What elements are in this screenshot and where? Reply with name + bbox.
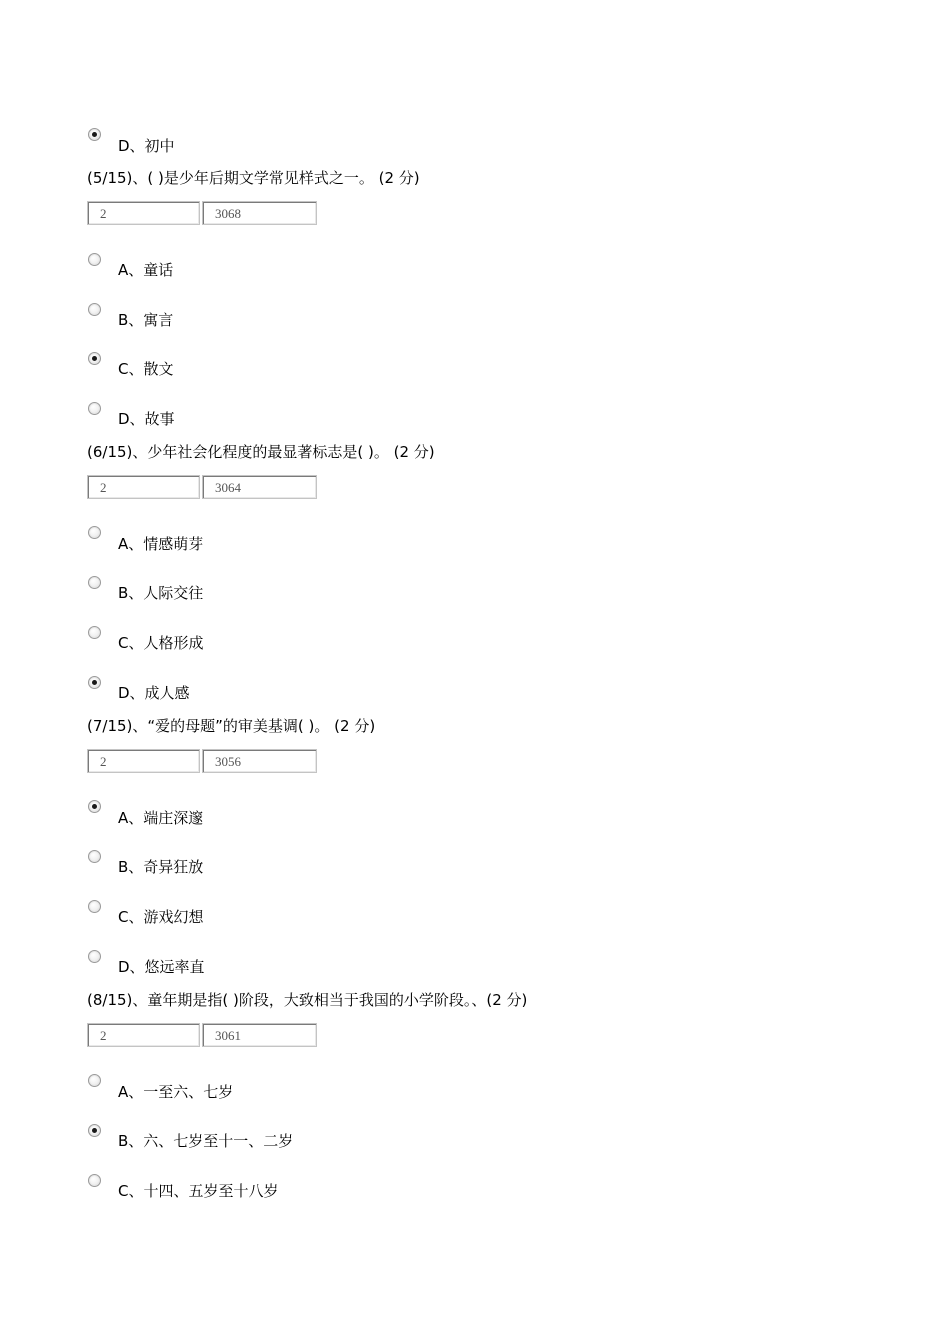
option-label-q8-c: C、十四、五岁至十八岁 (118, 1182, 279, 1200)
radio-q6-c[interactable] (88, 626, 101, 639)
radio-q8-c[interactable] (88, 1174, 101, 1187)
option-label-q5-b: B、寓言 (118, 311, 174, 329)
radio-q8-b[interactable] (88, 1124, 101, 1137)
question-8-text: (8/15)、童年期是指( )阶段，大致相当于我国的小学阶段。、(2 分) (87, 991, 528, 1009)
radio-q5-a[interactable] (88, 253, 101, 266)
option-label-q6-d: D、成人感 (118, 684, 190, 702)
radio-q5-b[interactable] (88, 303, 101, 316)
radio-q7-b[interactable] (88, 850, 101, 863)
option-label-q6-b: B、人际交往 (118, 584, 204, 602)
option-label-q5-d: D、故事 (118, 410, 175, 428)
radio-q6-b[interactable] (88, 576, 101, 589)
option-label-q5-c: C、散文 (118, 360, 174, 378)
question-7-score-field[interactable]: 2 (87, 749, 200, 773)
question-8-score-field[interactable]: 2 (87, 1023, 200, 1047)
radio-q6-d[interactable] (88, 676, 101, 689)
radio-q7-d[interactable] (88, 950, 101, 963)
option-label-q6-a: A、情感萌芽 (118, 535, 204, 553)
question-6-score-field[interactable]: 2 (87, 475, 200, 499)
option-label-q7-c: C、游戏幻想 (118, 908, 204, 926)
option-label-q8-b: B、六、七岁至十一、二岁 (118, 1132, 294, 1150)
question-5-score-field[interactable]: 2 (87, 201, 200, 225)
option-label-top-d: D、初中 (118, 137, 175, 155)
question-6-text: (6/15)、少年社会化程度的最显著标志是( )。 (2 分) (87, 443, 435, 461)
question-5-text: (5/15)、( )是少年后期文学常见样式之一。 (2 分) (87, 169, 420, 187)
question-6-id-field[interactable]: 3064 (202, 475, 317, 499)
question-7-text: (7/15)、“爱的母题”的审美基调( )。 (2 分) (87, 717, 376, 735)
radio-top-d[interactable] (88, 128, 101, 141)
radio-q5-c[interactable] (88, 352, 101, 365)
question-5-id-field[interactable]: 3068 (202, 201, 317, 225)
option-label-q7-b: B、奇异狂放 (118, 858, 204, 876)
radio-q6-a[interactable] (88, 526, 101, 539)
option-label-q7-d: D、悠远率直 (118, 958, 205, 976)
option-label-q8-a: A、一至六、七岁 (118, 1083, 234, 1101)
question-8-id-field[interactable]: 3061 (202, 1023, 317, 1047)
option-label-q5-a: A、童话 (118, 261, 174, 279)
option-label-q7-a: A、端庄深邃 (118, 809, 204, 827)
question-7-id-field[interactable]: 3056 (202, 749, 317, 773)
radio-q7-a[interactable] (88, 800, 101, 813)
radio-q8-a[interactable] (88, 1074, 101, 1087)
option-label-q6-c: C、人格形成 (118, 634, 204, 652)
radio-q7-c[interactable] (88, 900, 101, 913)
radio-q5-d[interactable] (88, 402, 101, 415)
